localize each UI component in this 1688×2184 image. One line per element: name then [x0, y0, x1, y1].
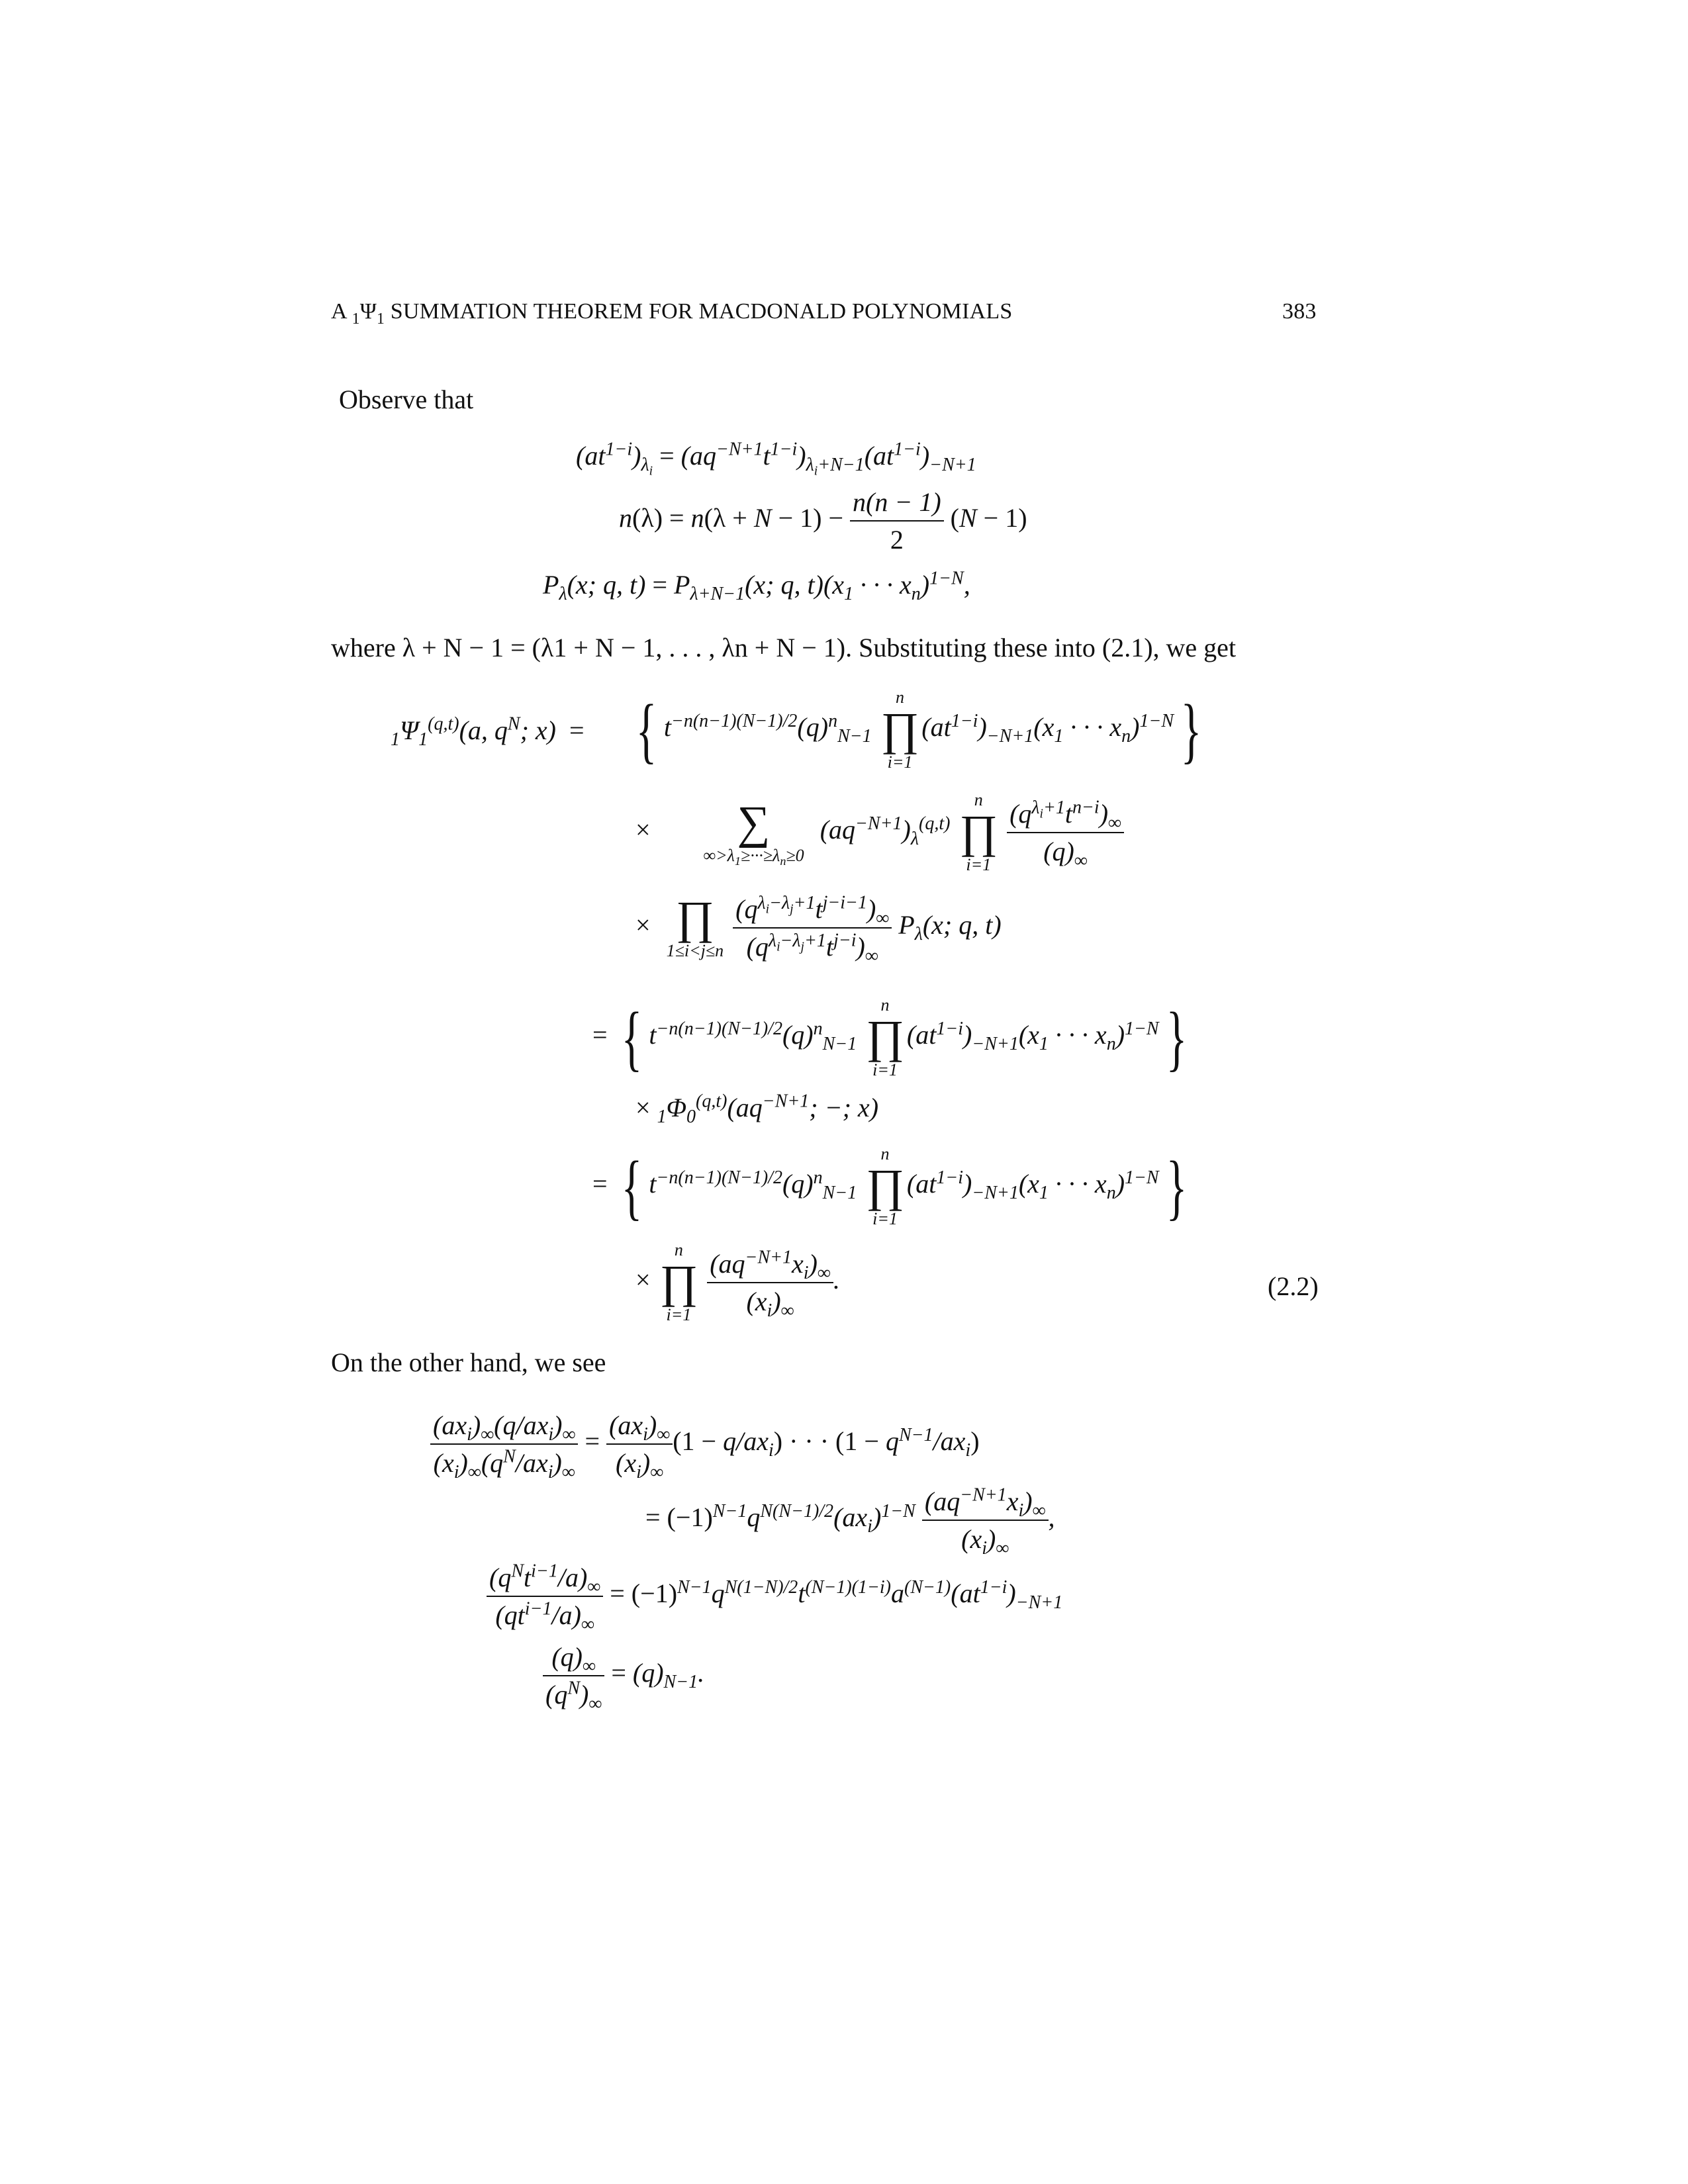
equation-other-4: $\frac{(q)_\infty}{(q^N)_\infty}$ = $(q)_{N-1}$. — [543, 1641, 704, 1710]
equation-number-2-2: (2.2) — [1268, 1271, 1319, 1301]
paragraph-where: where λ + N − 1 = (λ1 + N − 1, . . . , λn + N − 1). Substituting these into (2.1), we get — [331, 633, 1237, 662]
equation-2-2-line5: × $_1\Phi_0^{(q,t)}(aq^{-N+1}$; −; x) — [635, 1091, 879, 1127]
equation-other-3: $\frac{(q^Nt^{i-1}/a)_\infty}{(qt^{i-1}/a)_\infty}$ = $(-1)^{N-1}q^{N(1-N)/2}t^{(N-1)(1-i)}a^{(N-1)}(at^{1-i})_{-N+1}$ — [487, 1562, 1062, 1631]
paragraph-observe: Observe that — [339, 385, 474, 414]
equation-observed-1: $(at^{1-i})_{\lambda_i} = (aq^{-N+1}t^{1-i})_{\lambda_i+N-1}(at^{1-i})_{-N+1}$ — [576, 439, 976, 478]
equation-2-2-line4: = { $t^{-n(n-1)(N-1)/2}(q)^n_{N-1}$ n ∏ i=1 $(at^{1-i})_{-N+1}(x_1$ · · · $x_n)^{1-N}$} — [592, 995, 1187, 1079]
equation-2-2-line3: × ∏ 1≤i<j≤n $\frac{(q^{\lambda_i-\lambda_j+1}t^{j-i-1})_\infty}{(q^{\lambda_i-\lambda_j+1}t^{j-i})_\infty}$ $P_\lambda(x$; q, t) — [635, 892, 1002, 966]
paragraph-other-hand: On the other hand, we see — [331, 1347, 606, 1377]
equation-2-2-line1: { $t^{-n(n-1)(N-1)/2}(q)^n_{N-1}$ n ∏ i=1 $(at^{1-i})_{-N+1}(x_1$ · · · $x_n)^{1-N}$} — [635, 688, 1202, 772]
running-header: A $_1\Psi_1$ SUMMATION THEOREM FOR MACDONALD POLYNOMIALS — [331, 299, 1013, 328]
equation-observed-2: n(λ) = n(λ + N − 1) − $\frac{n(n - 1)}{2}$ (N − 1) — [619, 487, 1027, 555]
equation-2-2-lhs: $_1\Psi_1^{(q,t)}(a$, $q^N$; x) = — [391, 713, 585, 750]
equation-2-2-line7: × n ∏ i=1 $\frac{(aq^{-N+1}x_i)_\infty}{(x_i)_\infty}$ . — [635, 1240, 840, 1324]
equation-other-1: $\frac{(ax_i)_\infty(q/ax_i)_\infty}{(x_i)_\infty(q^N/ax_i)_\infty}$ = $\frac{(ax_i)_\infty}{(x_i)_\infty}$ $(1 - q/ax_i)$ · · · $(1 - q^{N-1}/ax_i)$ — [430, 1410, 980, 1479]
equation-other-2: = $(-1)^{N-1}q^{N(N-1)/2}(ax_i)^{1-N}$ $\frac{(aq^{-N+1}x_i)_\infty}{(x_i)_\infty}$ , — [645, 1484, 1055, 1559]
equation-2-2-line6: = { $t^{-n(n-1)(N-1)/2}(q)^n_{N-1}$ n ∏ i=1 $(at^{1-i})_{-N+1}(x_1$ · · · $x_n)^{1-N}$} — [592, 1144, 1187, 1228]
equation-2-2-line2: × ∑ $\infty>\lambda_1\ge\cdot\cdot\cdot\ge\lambda_n\ge 0$ $(aq^{-N+1})_\lambda^{(q,t)}$ n ∏ i=1 $\frac{(q^{\lambda_i+1}t^{n-i})_\infty}{(q)_\infty}$ — [635, 791, 1124, 874]
equation-observed-3: $P_\lambda(x$; q, $t) = P_{\lambda+N-1}(x$; q, $t)(x_1$ · · · $x_n)^{1-N}$, — [543, 568, 970, 604]
page-number: 383 — [1282, 299, 1317, 324]
